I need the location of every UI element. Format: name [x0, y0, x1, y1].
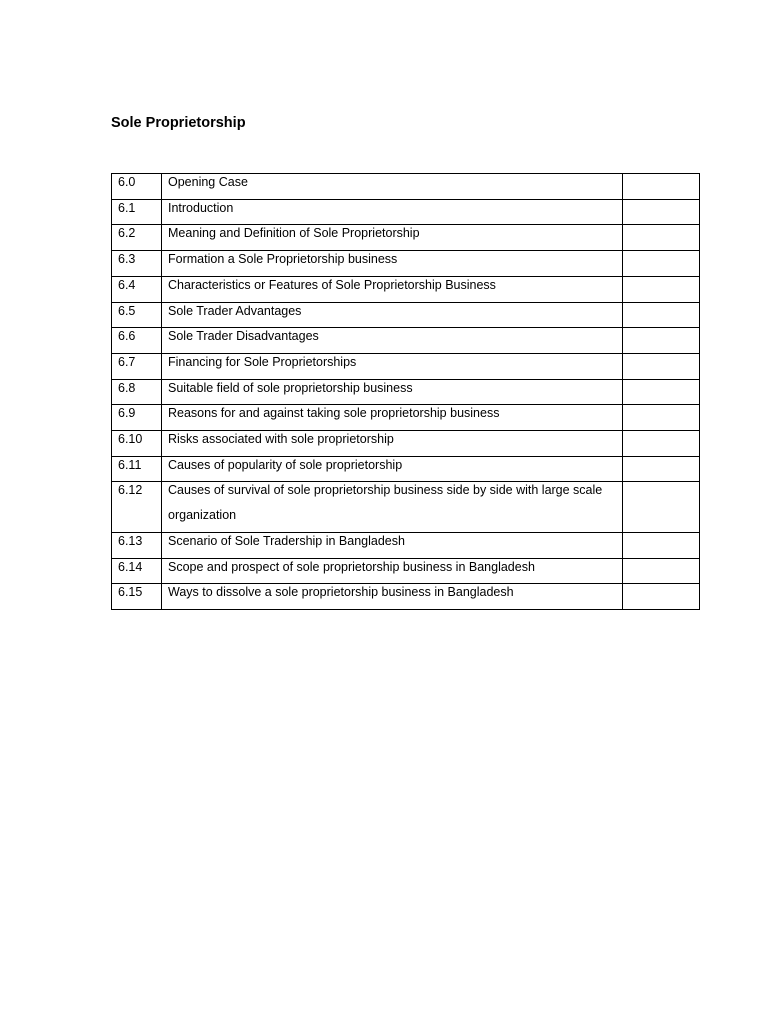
- toc-page-number-cell: [623, 199, 700, 225]
- toc-section-title: Introduction: [168, 200, 234, 215]
- document-title: Sole Proprietorship: [111, 115, 246, 131]
- toc-page-number-cell: [623, 174, 700, 200]
- toc-page-number-cell: [623, 456, 700, 482]
- toc-page-number-cell: [623, 328, 700, 354]
- toc-section-number-cell: [112, 482, 162, 532]
- toc-section-number: 6.1: [118, 200, 136, 215]
- toc-section-number: 6.13: [118, 533, 143, 548]
- toc-section-title-cell: [162, 482, 623, 532]
- toc-section-number: 6.3: [118, 252, 136, 267]
- toc-section-title: Scenario of Sole Tradership in Bangladesh: [168, 533, 405, 548]
- toc-section-title: Sole Trader Disadvantages: [168, 329, 319, 344]
- toc-page-number-cell: [623, 558, 700, 584]
- toc-page-number-cell: [623, 379, 700, 405]
- toc-page-number-cell: [623, 431, 700, 457]
- toc-section-number: 6.8: [118, 380, 136, 395]
- toc-section-number: 6.10: [118, 432, 143, 447]
- toc-page-number-cell: [623, 276, 700, 302]
- toc-table: [111, 173, 700, 610]
- toc-page-number-cell: [623, 251, 700, 277]
- toc-section-number: 6.11: [118, 457, 142, 472]
- toc-section-title: Sole Trader Advantages: [168, 303, 302, 318]
- toc-section-title: Opening Case: [168, 175, 248, 189]
- toc-section-number: 6.6: [118, 329, 136, 344]
- toc-section-title: Financing for Sole Proprietorships: [168, 354, 357, 369]
- toc-section-number: 6.7: [118, 354, 136, 369]
- toc-page-number-cell: [623, 482, 700, 532]
- toc-section-number: 6.0: [118, 175, 136, 189]
- toc-section-title: Scope and prospect of sole proprietorship business in Bangladesh: [168, 559, 535, 574]
- toc-page-number-cell: [623, 532, 700, 558]
- toc-section-title: Reasons for and against taking sole proprietorship business: [168, 406, 500, 421]
- toc-section-number: 6.5: [118, 303, 136, 318]
- toc-page-number-cell: [623, 405, 700, 431]
- toc-section-number-cell: [112, 584, 162, 610]
- toc-section-title: Risks associated with sole proprietorship: [168, 432, 394, 447]
- toc-section-title-cell: [162, 584, 623, 610]
- toc-section-title: Characteristics or Features of Sole Proprietorship Business: [168, 277, 496, 292]
- toc-page-number-cell: [623, 302, 700, 328]
- toc-page-number-cell: [623, 584, 700, 610]
- toc-page-number-cell: [623, 353, 700, 379]
- toc-section-title: Suitable field of sole proprietorship business: [168, 380, 413, 395]
- toc-section-title: Meaning and Definition of Sole Proprietorship: [168, 226, 420, 241]
- toc-section-title: Causes of survival of sole proprietorship business side by side with large scale organization: [168, 483, 603, 523]
- toc-section-number: 6.12: [118, 483, 143, 498]
- toc-section-number: 6.14: [118, 559, 143, 574]
- toc-section-number: 6.15: [118, 585, 143, 600]
- toc-row: [112, 584, 700, 610]
- toc-section-title: Formation a Sole Proprietorship business: [168, 252, 398, 267]
- toc-section-number: 6.4: [118, 277, 136, 292]
- toc-row: [112, 482, 700, 532]
- toc-section-number: 6.2: [118, 226, 136, 241]
- toc-page-number-cell: [623, 225, 700, 251]
- toc-table-body: [112, 174, 700, 610]
- toc-section-number: 6.9: [118, 406, 136, 421]
- toc-section-title: Causes of popularity of sole proprietorship: [168, 457, 403, 472]
- toc-section-title: Ways to dissolve a sole proprietorship business in Bangladesh: [168, 585, 514, 600]
